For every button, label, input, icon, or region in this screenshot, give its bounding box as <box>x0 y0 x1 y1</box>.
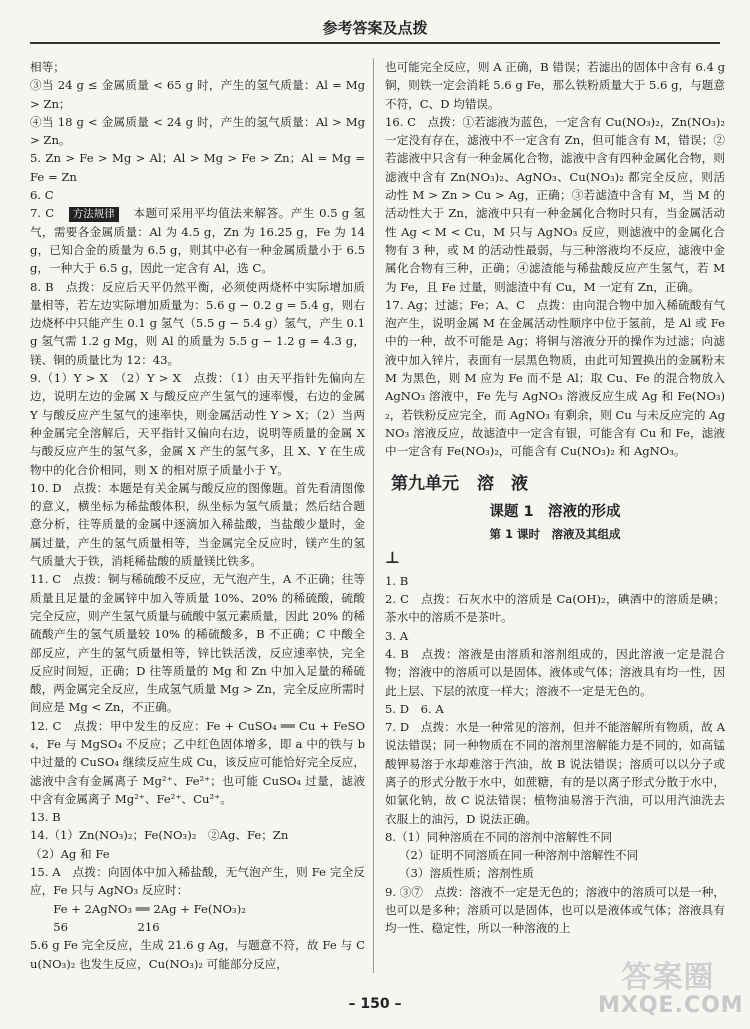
page-title: 参考答案及点拨 <box>322 19 428 37</box>
method-tag: 方法规律 <box>69 207 119 222</box>
answer-paragraph: 9. ③⑦ 点拨：溶液不一定是无色的；溶液中的溶质可以是一种，也可以是多种；溶质可以是固体，也可以是液体或气体；溶液具有均一性、稳定性，所以一种溶液的上 <box>385 884 725 936</box>
watermark-url: MXQE.COM <box>598 993 744 1018</box>
answer-paragraph: 10. D 点拨：本题是有关金属与酸反应的图像题。首先看清图像的意义，横坐标为稀盐酸体积，纵坐标为氢气质量；然后结合题意分析，往等质量的金属中逐滴加入稀盐酸，当盐酸少量时，金属过量，产生的氢气质量相等，当金属完全反应时，镁产生的氢气质量大于铁，消耗稀盐酸的质量镁比铁多。 <box>30 480 365 569</box>
left-column <box>30 58 365 973</box>
answer-paragraph: 12. C 点拨：甲中发生的反应：Fe + CuSO₄ ══ Cu + FeSO₄，Fe 与 MgSO₄ 不反应；乙中红色固体增多，即 a 中的铁与 b 中过量的 CuSO₄ 继续反应生成 Cu，该反应可能恰好完全反应，滤液中含有金属离子 Mg²⁺、Fe²⁺；也可能 CuSO₄ 过量，滤液中含有金属离子 Mg²⁺、Fe²⁺、Cu²⁺。 <box>30 718 365 806</box>
equation-mass-line: 56 216 <box>53 919 160 934</box>
watermark-text: 答案圈 <box>621 960 715 995</box>
answer-paragraph: 5.6 g Fe 完全反应，生成 21.6 g Ag，与题意不符，故 Fe 与 Cu(NO₃)₂ 也发生反应，Cu(NO₃)₂ 可能部分反应， <box>30 938 365 971</box>
answer-paragraph: 17. Ag；过滤；Fe；A、C 点拨：由向混合物中加入稀硫酸有气泡产生，说明金属 M 在金属活动性顺序中位于氢前，是 Al 或 Fe 中的一种，故不可能是 Ag；将铜与溶液分开的操作为过滤；向滤液中加入锌片，表面有一层黑色物质，由此可知置换出的金属粉末 M 为黑色，则 M 应为 Fe 而不是 Al；取 Cu、Fe 的混合物放入 AgNO₃ 溶液中，Fe 先与 AgNO₃ 溶液反应生成 Ag 和 Fe(NO₃)₂，若铁粉反应完全，而 AgNO₃ 有剩余，则 Cu 与未反应完的 AgNO₃ 溶液反应，故滤渣中一定含有银，可能含有 Cu 和 Fe，滤液中一定含有 Fe(NO₃)₂，可能含有 Cu(NO₃)₂ 和 AgNO₃。 <box>385 297 725 459</box>
answer-paragraph: 5. D 6. A <box>385 701 444 716</box>
answer-paragraph: 7. C 方法规律 本题可采用平均值法来解答。产生 0.5 g 氢气，需要各金属质量：Al 为 4.5 g，Zn 为 16.25 g，Fe 为 14 g，已知合金的质量为 6.5 g，则其中必有一种金属质量小于 6.5 g，一种大于 6.5 g，因此一定含有 Al，选 C。 <box>30 206 365 276</box>
answer-paragraph: 15. A 点拨：向固体中加入稀盐酸，无气泡产生，则 Fe 完全反应，Fe 只与 AgNO₃ 反应时： <box>30 865 365 898</box>
unit-heading <box>391 475 725 493</box>
answer-paragraph: ④当 18 g < 金属质量 < 24 g 时，产生的氢气质量：Al > Mg > Zn。 <box>30 114 365 148</box>
answer-paragraph: （2）证明不同溶质在同一种溶剂中溶解性不同 <box>398 848 639 863</box>
answer-paragraph: （2）Ag 和 Fe <box>30 846 110 861</box>
answer-paragraph: 2. C 点拨：石灰水中的溶质是 Ca(OH)₂，碘酒中的溶质是碘；茶水中的溶质不是茶叶。 <box>385 592 725 625</box>
unit-name: 溶 液 <box>477 473 528 494</box>
answer-paragraph: 11. C 点拨：铜与稀硫酸不反应，无气泡产生，A 不正确；往等质量且足量的金属锌中加入等质量 10%、20% 的稀硫酸，硫酸完全反应，则产生氢气质量与硫酸中氢元素质量，因此 20% 的稀硫酸产生的氢气质量较 10% 的稀硫酸多，B 不正确；C 中酸全部反应，产生的氢气质量相等，锌比铁活泼，反应速率快，完全反应时间短，正确；D 往等质量的 Mg 和 Zn 中加入足量的稀硫酸，两金属完全反应，生成氢气质量 Mg > Zn，完全反应所需时间应是 Mg < Zn，不正确。 <box>30 572 365 715</box>
equation-line: Fe + 2AgNO₃ ══ 2Ag + Fe(NO₃)₂ <box>53 901 246 916</box>
unit-label: 第九单元 <box>391 473 459 494</box>
answer-paragraph: 7. D 点拨：水是一种常见的溶剂，但并不能溶解所有物质，故 A 说法错误；同一种物质在不同的溶剂里溶解能力是不同的，如高锰酸钾易溶于水却难溶于汽油，故 B 说法错误；溶质可以以分子或离子的形式分散于水中，如蔗糖，有的是以离子形式分散于水中，如氯化钠，故 C 说法错误；植物油易溶于汽油，可以用汽油洗去衣服上的油污，D 说法正确。 <box>385 720 725 826</box>
answer-paragraph: 6. C <box>30 188 54 203</box>
answer-paragraph: 16. C 点拨：①若滤液为蓝色，一定含有 Cu(NO₃)₂，Zn(NO₃)₂ 一定没有存在，滤液中不一定含有 Zn，但可能含有 M，错误；②若滤液中只含有一种金属化合物，滤液中含有四种金属化合物，则滤液中含有 Zn(NO₃)₂、AgNO₃、Cu(NO₃)₂ 都完全反应，则活动性 M > Zn > Cu > Ag，正确；③若滤渣中含有 M，当 M 的活动性大于 Zn，滤液中只有一种金属化合物时只有，当金属活动性 Ag < M < Cu，M 只与 AgNO₃ 反应，则滤液中的金属化合物有 3 种，或 M 的活动性最弱，与三种溶液均不反应，滤液中金属化合物有三种，正确；④滤渣能与稀盐酸反应产生氢气，若 M 为 Fe，且 Fe 过量，则滤渣中有 Cu，M 一定有 Zn，正确。 <box>385 114 725 294</box>
watermark-logo <box>598 960 744 1022</box>
answer-paragraph: 3. A <box>385 628 409 643</box>
answer-paragraph: 8.（1）同种溶质在不同的溶剂中溶解性不同 <box>385 829 613 844</box>
period-title: 第 1 课时 溶液及其组成 <box>489 527 621 542</box>
basic-level-icon: ⊥ <box>385 548 400 568</box>
answer-paragraph: 也可能完全反应，则 A 正确，B 错误；若滤出的固体中含有 6.4 g 铜，则铁一定会消耗 5.6 g Fe，那么铁粉质量大于 5.6 g，与题意不符，C、D 均错误。 <box>385 60 725 111</box>
answer-paragraph: ③当 24 g ≤ 金属质量 < 65 g 时，产生的氢气质量：Al = Mg > Zn； <box>30 78 365 111</box>
answer-paragraph: 相等； <box>30 60 65 74</box>
right-column <box>385 58 725 938</box>
answer-paragraph: 13. B <box>30 810 61 825</box>
answer-paragraph: 8. B 点拨：反应后天平仍然平衡，必须使两烧杯中实际增加质量相等，若左边实际增加质量为：5.6 g − 0.2 g = 5.4 g，则右边烧杯中只能产生 0.1 g 氢气（5.5 g − 5.4 g）氢气，产生 0.1 g 氢气需 1.2 g Mg，则 Al 的质量为 5.5 g − 1.2 g = 4.3 g，镁、铜的质量比为 12：43。 <box>30 279 365 367</box>
answer-paragraph: 14.（1）Zn(NO₃)₂；Fe(NO₃)₂ ②Ag、Fe；Zn <box>30 828 289 843</box>
lesson-title: 课题 1 溶液的形成 <box>489 503 621 520</box>
answer-paragraph: 4. B 点拨：溶液是由溶质和溶剂组成的，因此溶液一定是混合物；溶液中的溶质可以是固体、液体或气体；溶液具有均一性，因此上层、下层的浓度一样大；溶液不一定是无色的。 <box>385 646 725 698</box>
column-divider <box>373 58 374 973</box>
answer-paragraph: 5. Zn > Fe > Mg > Al；Al > Mg > Fe > Zn；Al = Mg = Fe = Zn <box>30 151 365 184</box>
page-number: – 150 – <box>348 996 402 1012</box>
answer-paragraph: 9.（1）Y > X （2）Y > X 点拨：（1）由天平指针先偏向左边，说明左边的金属 X 与酸反应产生氢气的速率慢，右边的金属 Y 与酸反应产生氢气的速率快，则金属活动性 Y > X；（2）当两种金属完全溶解后，天平指针又偏向右边，说明等质量的金属 X 与酸反应产生的氢气多，金属 X 产生的氢气多，且 X、Y 在生成物中的化合价相同，则 X 的相对原子质量小于 Y。 <box>30 371 365 477</box>
page-header <box>30 14 720 44</box>
answer-paragraph: 1. B <box>385 573 409 588</box>
answer-paragraph: （3）溶质性质；溶剂性质 <box>398 866 534 881</box>
